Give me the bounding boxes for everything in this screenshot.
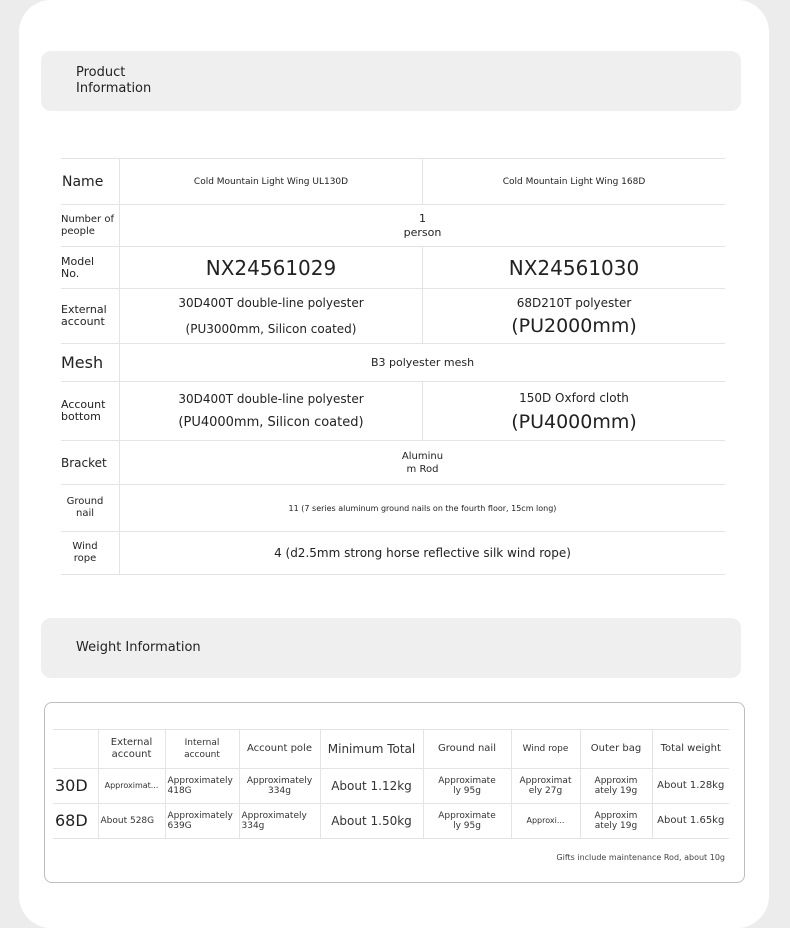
column-header: Account pole — [239, 730, 320, 769]
row-label: Bracket — [61, 455, 107, 470]
cell-text: 30D400T double-line polyester — [178, 296, 364, 310]
table-row — [61, 485, 725, 532]
column-header: Total weight — [652, 730, 729, 769]
gift-note: Gifts include maintenance Rod, about 10g — [556, 853, 725, 862]
table-cell: Approximately 334g — [239, 769, 320, 804]
table-cell: NX24561029 — [205, 255, 337, 280]
cell-text: (PU2000mm) — [511, 315, 637, 337]
table-cell: Approximately 19g — [580, 804, 652, 839]
table-cell: Approximately 19g — [580, 769, 652, 804]
cell-text: 68D210T polyester — [516, 296, 632, 310]
table-row — [61, 289, 725, 344]
table-cell: NX24561030 — [422, 247, 725, 288]
table-cell: About 1.28kg — [652, 769, 729, 804]
table-cell: About 1.65kg — [652, 804, 729, 839]
row-label: Number of people — [61, 213, 114, 237]
table-cell: Cold Mountain Light Wing 168D — [422, 159, 725, 204]
cell-text: 1 person — [403, 211, 442, 239]
weight-info-box — [44, 702, 745, 883]
column-header: Outer bag — [580, 730, 652, 769]
row-label: Mesh — [61, 352, 104, 372]
table-row — [61, 205, 725, 247]
row-label: 30D — [53, 769, 98, 804]
table-cell: About 528G — [98, 804, 165, 839]
table-cell: Approximately 27g — [511, 769, 580, 804]
table-row — [61, 532, 725, 575]
table-cell: Approximately 95g — [423, 804, 511, 839]
table-cell — [120, 289, 422, 343]
weight-info-header — [41, 618, 741, 678]
row-label: 68D — [53, 804, 98, 839]
table-cell: Approximately 418G — [165, 769, 239, 804]
table-cell: Approximately 95g — [423, 769, 511, 804]
row-label — [61, 532, 119, 574]
cell-text: (PU4000mm, Silicon coated) — [178, 415, 364, 430]
weight-header-row — [53, 730, 729, 769]
product-info-table — [61, 158, 725, 575]
table-row — [61, 344, 725, 382]
column-header: Minimum Total — [320, 730, 423, 769]
table-cell: About 1.12kg — [320, 769, 423, 804]
table-cell: Approximately 639G — [165, 804, 239, 839]
column-header: Internal account — [165, 730, 239, 769]
weight-info-title: Weight Information — [76, 640, 201, 655]
table-row — [61, 247, 725, 289]
row-label-text: Ground nail — [66, 496, 104, 519]
cell-text: (PU4000mm) — [511, 411, 637, 433]
table-cell — [422, 382, 725, 440]
cell-text: (PU3000mm, Silicon coated) — [185, 322, 357, 336]
table-cell: Approxi... — [511, 804, 580, 839]
table-row — [53, 804, 729, 839]
cell-text: 30D400T double-line polyester — [178, 392, 364, 406]
table-row — [61, 382, 725, 441]
table-cell: 11 (7 series aluminum ground nails on the fourth floor, 15cm long) — [288, 503, 557, 513]
row-label: Account bottom — [61, 398, 106, 423]
table-cell — [120, 441, 725, 484]
table-row — [53, 769, 729, 804]
cell-text: 150D Oxford cloth — [519, 391, 629, 405]
table-cell: Cold Mountain Light Wing UL130D — [193, 176, 349, 187]
table-cell: 4 (d2.5mm strong horse reflective silk wind rope) — [274, 546, 571, 560]
column-header: External account — [98, 730, 165, 769]
table-cell: Approximately 334g — [239, 804, 320, 839]
table-cell — [120, 382, 422, 440]
product-info-title: Product Information — [76, 65, 152, 96]
table-cell: About 1.50kg — [320, 804, 423, 839]
table-cell — [120, 205, 725, 246]
column-header — [53, 730, 98, 769]
table-row — [61, 159, 725, 205]
weight-table — [53, 729, 729, 839]
column-header: Wind rope — [511, 730, 580, 769]
table-cell: Approximat... — [98, 769, 165, 804]
row-label: Name — [62, 173, 104, 190]
cell-text: Aluminum Rod — [401, 450, 444, 475]
product-info-header — [41, 51, 741, 111]
table-cell — [422, 289, 725, 343]
row-label: External account — [61, 303, 107, 328]
row-label — [61, 485, 119, 531]
table-cell: B3 polyester mesh — [370, 356, 475, 369]
table-row — [61, 441, 725, 485]
row-label: Model No. — [61, 254, 95, 280]
column-header: Ground nail — [423, 730, 511, 769]
row-label-text: Wind rope — [72, 541, 98, 564]
